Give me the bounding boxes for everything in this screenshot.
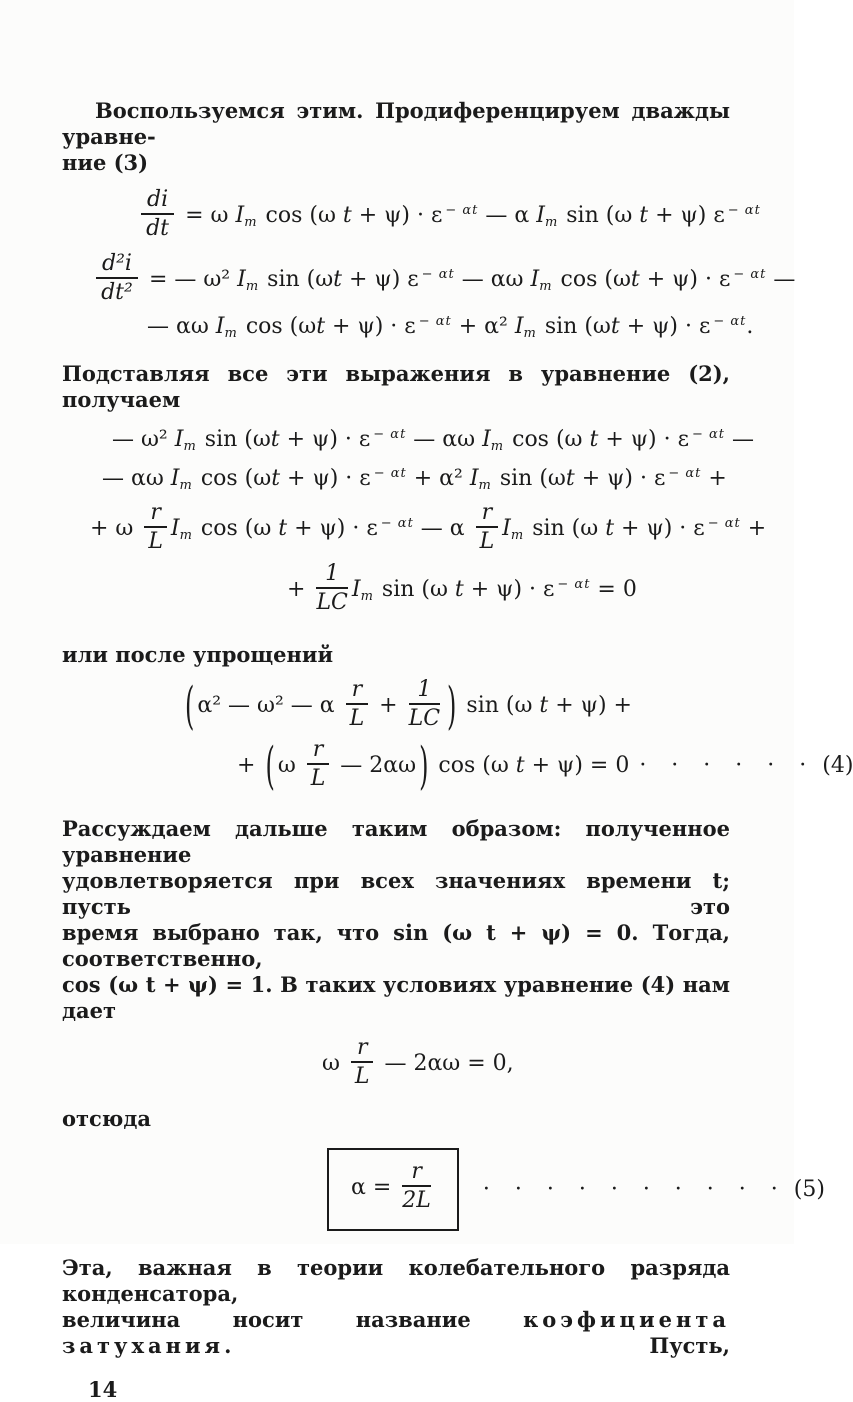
math-text: sin (ω: [559, 203, 640, 229]
equation-substituted-line3: [90, 500, 767, 555]
text-line: ние (3): [62, 150, 149, 175]
math-subscript: m: [183, 439, 196, 455]
math-variable: I: [170, 516, 180, 542]
math-variable: t: [342, 203, 352, 229]
paragraph-reasoning: [62, 816, 730, 1024]
math-text: = 0: [590, 576, 637, 602]
text-line: cos (ω t + ψ) = 1. В таких условиях уравнение (4) нам дает: [62, 972, 730, 1024]
math-superscript: − αt: [668, 466, 702, 482]
paragraph-intro: [62, 98, 730, 176]
math-subscript: m: [224, 326, 237, 342]
fraction-numerator: r: [307, 738, 330, 765]
fraction-denominator: dt: [146, 216, 170, 242]
math-superscript: − αt: [418, 314, 452, 330]
math-text: + ω: [90, 516, 141, 542]
math-text: + ψ) · ε: [280, 466, 371, 492]
math-subscript: m: [179, 528, 192, 544]
fraction-denominator: dt²: [101, 280, 133, 306]
math-text: α² — ω² — α: [197, 692, 342, 718]
math-text: sin (ω: [492, 466, 566, 492]
math-text: —: [766, 267, 796, 293]
math-text: cos (ω: [431, 753, 516, 779]
fraction-numerator: r: [476, 501, 499, 528]
math-subscript: m: [360, 588, 373, 604]
math-fraction: [141, 188, 174, 240]
dot-leaders: · · · · · ·: [639, 753, 816, 779]
math-text: +: [287, 576, 313, 602]
math-subscript: m: [245, 279, 259, 295]
text-line: Эта, важная в теории колебательного разряда конденсатора,: [62, 1254, 730, 1306]
math-superscript: − αt: [733, 267, 767, 283]
math-superscript: − αt: [373, 466, 407, 482]
math-variable: t: [333, 267, 343, 293]
math-text: + ψ) · ε: [325, 314, 416, 340]
equation-5-box: [327, 1148, 459, 1230]
math-text: cos (ω: [553, 267, 631, 293]
math-variable: I: [237, 267, 246, 293]
math-text: + ψ) +: [548, 692, 632, 718]
math-variable: t: [565, 466, 575, 492]
math-superscript: − αt: [713, 314, 747, 330]
paragraph-substitute: [62, 361, 730, 413]
fraction-denominator: LC: [316, 589, 348, 615]
math-subscript: m: [510, 528, 524, 544]
math-superscript: − αt: [445, 203, 479, 219]
paragraph-conclusion: [62, 1255, 730, 1359]
text-line: или после упрощений: [62, 641, 334, 667]
math-text: + ψ) = 0: [524, 753, 630, 779]
math-text: cos (ω: [193, 466, 272, 492]
math-fraction: [307, 738, 330, 790]
math-text: α =: [351, 1175, 399, 1201]
math-subscript: m: [478, 478, 491, 494]
math-text: — α: [413, 516, 472, 542]
math-superscript: − αt: [691, 427, 725, 443]
math-fraction: [316, 562, 347, 614]
math-subscript: m: [490, 439, 504, 455]
dot-leaders: · · · · · · · · · ·: [482, 1176, 787, 1202]
math-text: — αω: [406, 427, 483, 453]
big-paren: ): [447, 676, 457, 736]
equation-4-line1: [182, 676, 730, 736]
math-text: = — ω²: [141, 267, 238, 293]
text-line: отсюда: [62, 1106, 151, 1132]
text-line: Воспользуемся этим. Продиференцируем дважды уравне-: [62, 98, 730, 149]
math-variable: I: [536, 203, 545, 229]
paragraph-simplify: [62, 642, 730, 668]
fraction-denominator: L: [310, 766, 326, 792]
math-fraction: [409, 678, 440, 730]
math-variable: I: [482, 427, 491, 453]
fraction-numerator: 1: [409, 678, 440, 705]
math-text: + ψ) ε: [342, 267, 419, 293]
math-subscript: m: [523, 326, 536, 342]
math-text: sin (ω: [197, 427, 271, 453]
fraction-denominator: L: [349, 705, 365, 731]
math-text: + ψ) · ε: [351, 203, 443, 229]
fraction-denominator: L: [148, 529, 163, 555]
emphasized-term: коэфициента затухания: [62, 1306, 730, 1358]
math-text: + α²: [451, 314, 515, 340]
text-run: величина носит название: [62, 1306, 524, 1332]
math-text: — 2αω = 0,: [377, 1051, 514, 1077]
math-text: sin (ω: [374, 576, 455, 602]
fraction-denominator: LC: [408, 705, 441, 731]
text-line: удовлетворяется при всех значениях времени t; пусть это: [62, 868, 730, 920]
math-variable: I: [530, 267, 540, 293]
math-text: = ω: [178, 203, 236, 229]
equation-4-line2: [237, 736, 853, 796]
math-variable: I: [514, 314, 524, 340]
math-fraction: [346, 678, 369, 730]
equation-substituted-line4: [287, 560, 730, 616]
math-text: —: [725, 427, 754, 453]
math-fraction: [476, 501, 499, 553]
math-text: ω: [322, 1051, 347, 1077]
text-line: время выбрано так, что sin (ω t + ψ) = 0. Тогда, соответственно,: [62, 920, 730, 972]
math-superscript: − αt: [707, 516, 741, 532]
math-text: + ψ) · ε: [287, 516, 378, 542]
math-subscript: m: [544, 215, 558, 231]
math-text: +: [237, 753, 263, 779]
math-text: — αω: [454, 267, 531, 293]
math-variable: t: [610, 314, 620, 340]
math-text: .: [746, 314, 754, 340]
math-variable: t: [515, 753, 525, 779]
math-variable: t: [271, 466, 281, 492]
math-superscript: − αt: [421, 267, 455, 283]
math-variable: I: [502, 516, 511, 542]
math-text: — αω: [102, 466, 171, 492]
math-superscript: − αt: [373, 427, 407, 443]
math-text: ω: [277, 753, 303, 779]
math-text: + ψ) · ε: [574, 466, 666, 492]
math-text: cos (ω: [505, 427, 590, 453]
math-fraction: [402, 1160, 431, 1212]
math-text: + ψ) ε: [648, 203, 725, 229]
fraction-numerator: 1: [316, 562, 347, 589]
math-variable: I: [174, 427, 184, 453]
math-text: cos (ω: [258, 203, 343, 229]
text-line: Рассуждаем дальше таким образом: полученное уравнение: [62, 816, 730, 868]
equation-omega-condition: [322, 1035, 730, 1090]
math-text: +: [372, 692, 405, 718]
math-text: — 2αω: [333, 753, 417, 779]
math-text: + ψ) · ε: [619, 314, 711, 340]
fraction-numerator: r: [351, 1036, 374, 1063]
page-number: 14: [88, 1376, 118, 1402]
math-variable: I: [235, 203, 245, 229]
math-text: + α²: [406, 466, 470, 492]
math-text: + ψ) · ε: [614, 516, 705, 542]
fraction-numerator: r: [144, 501, 167, 528]
equation-substituted-line2: [102, 466, 730, 493]
math-text: + ψ) · ε: [639, 267, 731, 293]
math-superscript: − αt: [727, 203, 761, 219]
math-variable: t: [605, 516, 615, 542]
math-variable: I: [215, 314, 225, 340]
math-variable: t: [454, 576, 464, 602]
fraction-numerator: r: [402, 1160, 431, 1187]
fraction-denominator: 2L: [402, 1188, 431, 1214]
math-text: sin (ω: [260, 267, 334, 293]
math-text: cos (ω: [238, 314, 317, 340]
fraction-denominator: L: [354, 1064, 370, 1090]
fraction-numerator: r: [346, 678, 369, 705]
math-subscript: m: [244, 215, 257, 231]
equation-substituted-line1: [112, 427, 754, 455]
math-superscript: − αt: [557, 576, 591, 592]
math-text: cos (ω: [193, 516, 279, 542]
math-text: +: [740, 516, 767, 542]
math-variable: t: [630, 267, 640, 293]
math-text: — α: [478, 203, 537, 229]
math-fraction: [96, 252, 138, 304]
text-run: . Пусть,: [224, 1332, 730, 1358]
paragraph-hence: [62, 1106, 730, 1132]
equation-5-dots-tag: [473, 1177, 825, 1202]
math-text: — αω: [147, 314, 216, 340]
math-variable: t: [539, 692, 549, 718]
math-text: sin (ω: [459, 692, 540, 718]
math-text: (4): [815, 753, 853, 779]
big-paren: ): [419, 736, 429, 796]
math-variable: t: [639, 203, 649, 229]
math-variable: t: [589, 427, 599, 453]
math-fraction: [351, 1036, 374, 1088]
math-text: — ω²: [112, 427, 175, 453]
math-superscript: − αt: [380, 516, 414, 532]
math-variable: t: [270, 427, 280, 453]
fraction-denominator: L: [479, 529, 495, 555]
math-variable: t: [278, 516, 288, 542]
math-subscript: m: [179, 478, 192, 494]
big-paren: (: [265, 736, 275, 796]
equation-d2i-dt2-line2: [147, 314, 754, 342]
big-paren: (: [185, 676, 195, 736]
math-text: +: [701, 466, 727, 492]
math-variable: I: [469, 466, 479, 492]
math-variable: I: [351, 576, 361, 602]
math-text: sin (ω: [525, 516, 606, 542]
fraction-numerator: di: [141, 188, 174, 215]
text-line: Подставляя все эти выражения в уравнение (2), получаем: [62, 361, 730, 413]
math-text: + ψ) · ε: [463, 576, 555, 602]
math-text: + ψ) · ε: [598, 427, 689, 453]
math-variable: I: [170, 466, 180, 492]
math-fraction: [144, 501, 167, 553]
equation-5-row: [327, 1148, 825, 1230]
math-text: (5): [786, 1176, 825, 1202]
math-variable: t: [316, 314, 326, 340]
fraction-numerator: d²i: [96, 252, 138, 279]
math-subscript: m: [539, 279, 552, 295]
math-text: sin (ω: [537, 314, 611, 340]
text-line: [62, 1307, 730, 1359]
math-text: + ψ) · ε: [279, 427, 371, 453]
